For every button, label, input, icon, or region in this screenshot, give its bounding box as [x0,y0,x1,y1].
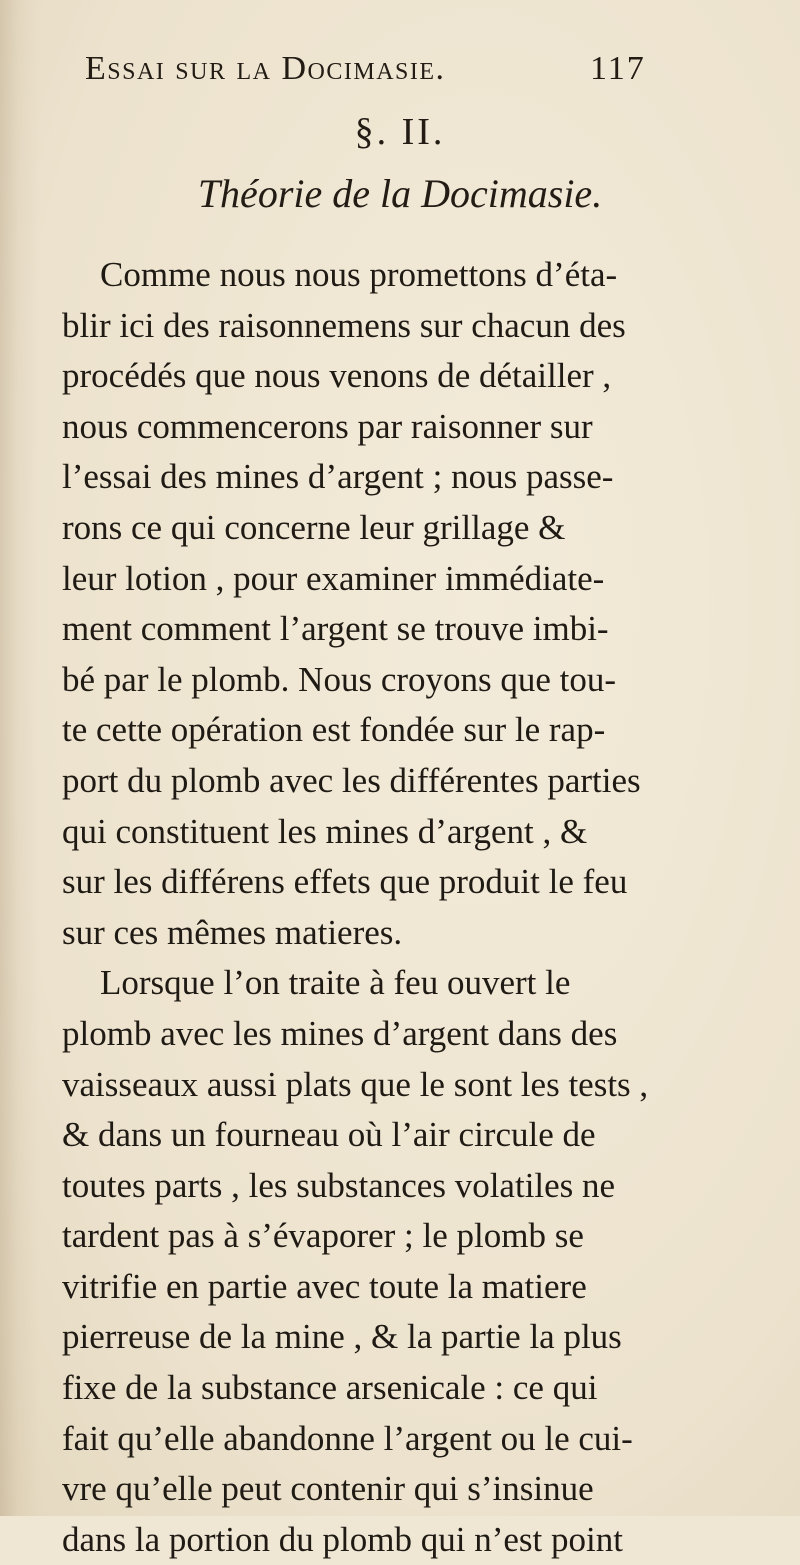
text-line: ment comment l’argent se trouve imbi- [62,609,609,649]
text-line: fait qu’elle abandonne l’argent ou le cui- [62,1418,633,1458]
text-line: l’essai des mines d’argent ; nous passe- [62,457,614,497]
text-line: bé par le plomb. Nous croyons que tou- [62,659,617,699]
text-line: blir ici des raisonnemens sur chacun des [62,305,626,345]
text-line: sur les différens effets que produit le feu [62,862,628,902]
text-line: Lorsque l’on traite à feu ouvert le [100,963,571,1003]
page-number: 117 [590,50,646,87]
text-line: fixe de la substance arsenicale : ce qui [62,1368,598,1408]
text-line: vitrifie en partie avec toute la matiere [62,1266,587,1306]
running-title: Essai sur la Docimasie. [85,50,446,87]
text-line: dans la portion du plomb qui n’est point [62,1519,623,1559]
text-line: tardent pas à s’évaporer ; le plomb se [62,1216,584,1256]
text-line: & dans un fourneau où l’air circule de [62,1115,596,1155]
text-line: sur ces mêmes matieres. [62,912,403,952]
text-line: nous commencerons par raisonner sur [62,406,593,446]
text-line: leur lotion , pour examiner immédiate- [62,558,605,598]
text-line: toutes parts , les substances volatiles ne [62,1165,616,1205]
text-line: vaisseaux aussi plats que le sont les tests , [62,1064,649,1104]
section-title: Théorie de la Docimasie. [197,171,603,216]
text-line: rons ce qui concerne leur grillage & [62,507,566,547]
text-line: port du plomb avec les différentes parties [62,760,641,800]
body-text [62,250,762,1565]
running-head [0,50,800,100]
text-line: plomb avec les mines d’argent dans des [62,1013,618,1053]
section-number: §. II. [354,111,446,153]
text-line: Comme nous nous promettons d’éta- [100,255,618,294]
text-line: vre qu’elle peut contenir qui s’insinue [62,1469,594,1509]
text-line: procédés que nous venons de détailler , [62,356,612,396]
text-line: pierreuse de la mine , & la partie la plus [62,1317,622,1357]
text-line: te cette opération est fondée sur le rap- [62,710,606,750]
text-line: qui constituent les mines d’argent , & [62,811,588,851]
